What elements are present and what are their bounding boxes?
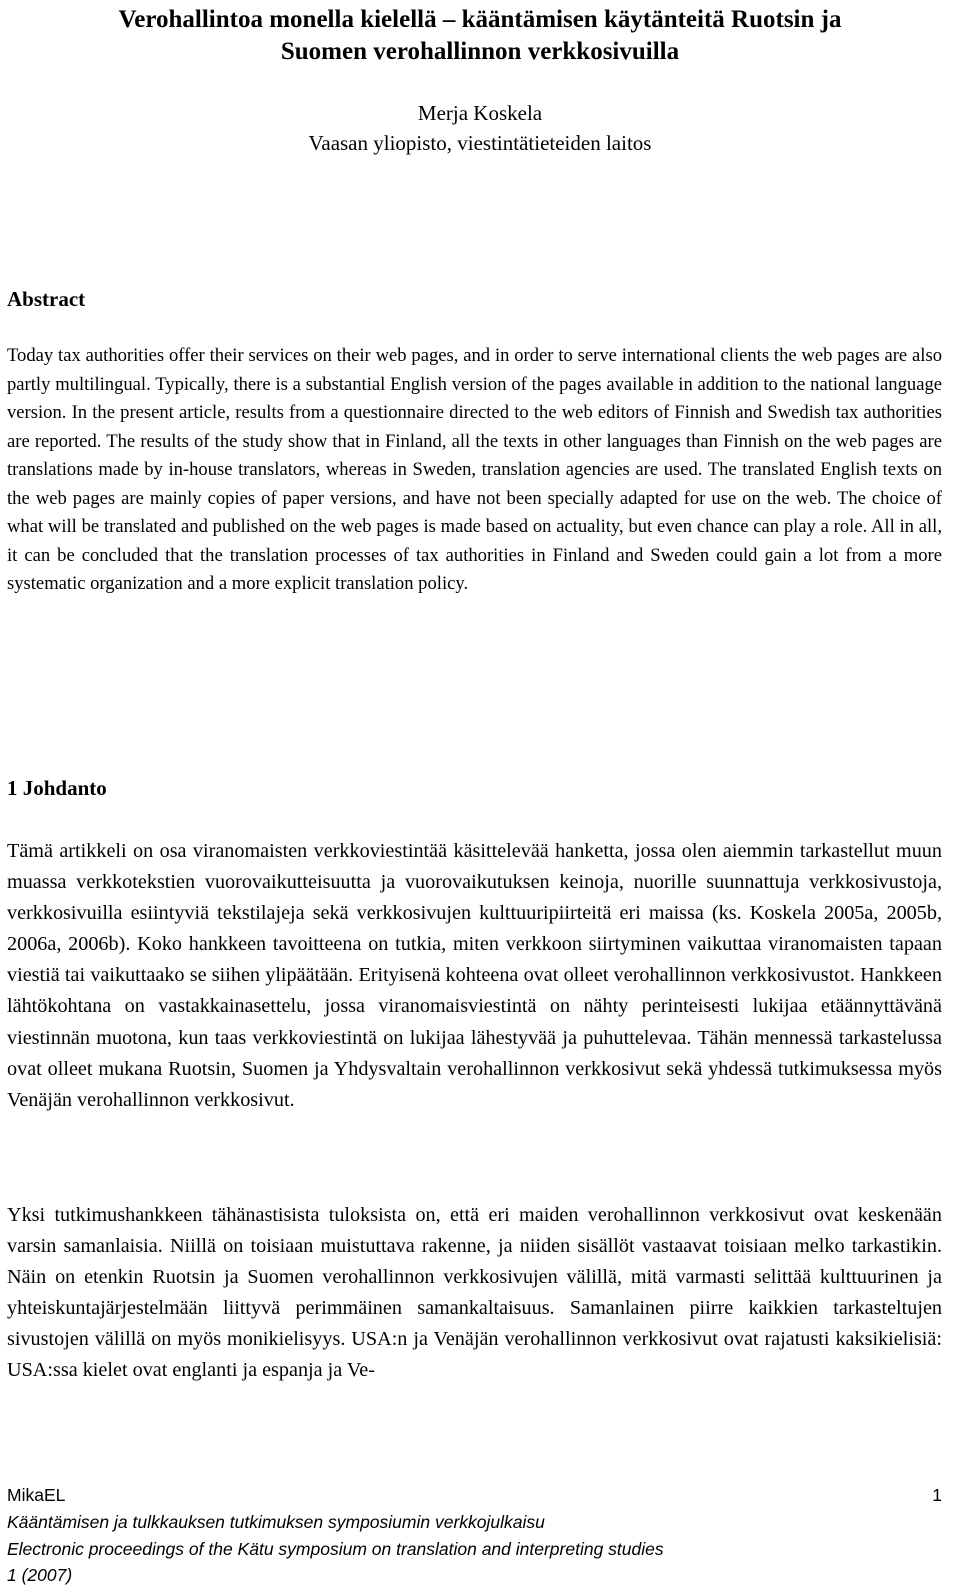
abstract-heading: Abstract: [7, 287, 86, 311]
footer-publication-en: Electronic proceedings of the Kätu symposium on translation and interpreting studies: [7, 1538, 664, 1559]
introduction-paragraph-2: Yksi tutkimushankkeen tähänastisista tuloksista on, että eri maiden verohallinnon verkkosivut ovat keskenään varsin samanlaisia. Niillä on toisiaan muistuttava rakenne, ja niiden sisällöt vastaavat toisiaan melko tarkastikin. Näin on etenkin Ruotsin ja Suomen verohallinnon verkkosivujen välillä, mitä varmasti selittää kulttuurinen ja yhteiskuntajärjestelmään liittyvä perimmäinen samankaltaisuus. Samanlainen piirre kaikkien tarkasteltujen sivustojen välillä on myös monikielisyys. USA:n ja Venäjän verohallinnon verkkosivut ovat rajatusti kaksikielisiä: USA:ssa kielet ovat englanti ja espanja ja Ve-: [7, 1204, 942, 1382]
footer-publication-fi: Kääntämisen ja tulkkauksen tutkimuksen symposiumin verkkojulkaisu: [7, 1511, 545, 1532]
article-title-line-2: Suomen verohallinnon verkkosivuilla: [280, 38, 680, 65]
footer-top-row: [7, 1482, 942, 1509]
author-block: [0, 98, 960, 158]
article-title-line-1: Verohallintoa monella kielellä – kääntämisen käytänteitä Ruotsin ja: [118, 6, 842, 33]
page-number: 1: [932, 1485, 942, 1505]
author-affiliation: Vaasan yliopisto, viestintätieteiden laitos: [308, 131, 652, 155]
footer-issue: 1 (2007): [7, 1565, 73, 1586]
footer-journal-name: MikaEL: [7, 1485, 66, 1505]
article-title: [0, 4, 960, 68]
page-footer: [7, 1482, 942, 1589]
introduction-paragraph-1: Tämä artikkeli on osa viranomaisten verkkoviestintää käsittelevää hanketta, jossa olen aiemmin tarkastellut muun muassa verkkotekstien vuorovaikutteisuutta ja vuorovaikutuksen keinoja, nuorille suunnattuja verkkosivustoja, verkkosivuilla esiintyviä tekstilajeja sekä verkkosivujen kulttuuripiirteitä eri maissa (ks. Koskela 2005a, 2005b, 2006a, 2006b). Koko hankkeen tavoitteena on tutkia, miten verkkoon siirtyminen vaikuttaa viranomaisten tapaan viestiä tai vaikuttaako se siihen ylipäätään. Erityisenä kohteena ovat olleet verohallinnon verkkosivustot. Hankkeen lähtökohtana on vastakkainasettelu, jossa viranomaisviestintä on nähty perinteisesti lukijaa etäännyttävänä viestinnän muotona, kun taas verkkoviestintä on lukijaa lähestyvää ja puhuttelevaa. Tähän mennessä tarkastelussa ovat olleet mukana Ruotsin, Suomen ja Yhdysvaltain verohallinnon verkkosivut sekä yhdessä tutkimuksessa myös Venäjän verohallinnon verkkosivut.: [7, 840, 942, 1111]
introduction-heading: 1 Johdanto: [7, 776, 107, 800]
author-name: Merja Koskela: [417, 101, 543, 125]
abstract-text: Today tax authorities offer their services on their web pages, and in order to serve international clients the web pages are also partly multilingual. Typically, there is a substantial English version of the pages available in addition to the national language version. In the present article, results from a questionnaire directed to the web editors of Finnish and Swedish tax authorities are reported. The results of the study show that in Finland, all the texts in other languages than Finnish on the web pages are translations made by in-house translators, whereas in Sweden, translation agencies are used. The translated English texts on the web pages are mainly copies of paper versions, and have not been specially adapted for use on the web. The choice of what will be translated and published on the web pages is made based on actuality, but even chance can play a role. All in all, it can be concluded that the translation processes of tax authorities in Finland and Sweden could gain a lot from a more systematic organization and a more explicit translation policy.: [7, 345, 942, 594]
